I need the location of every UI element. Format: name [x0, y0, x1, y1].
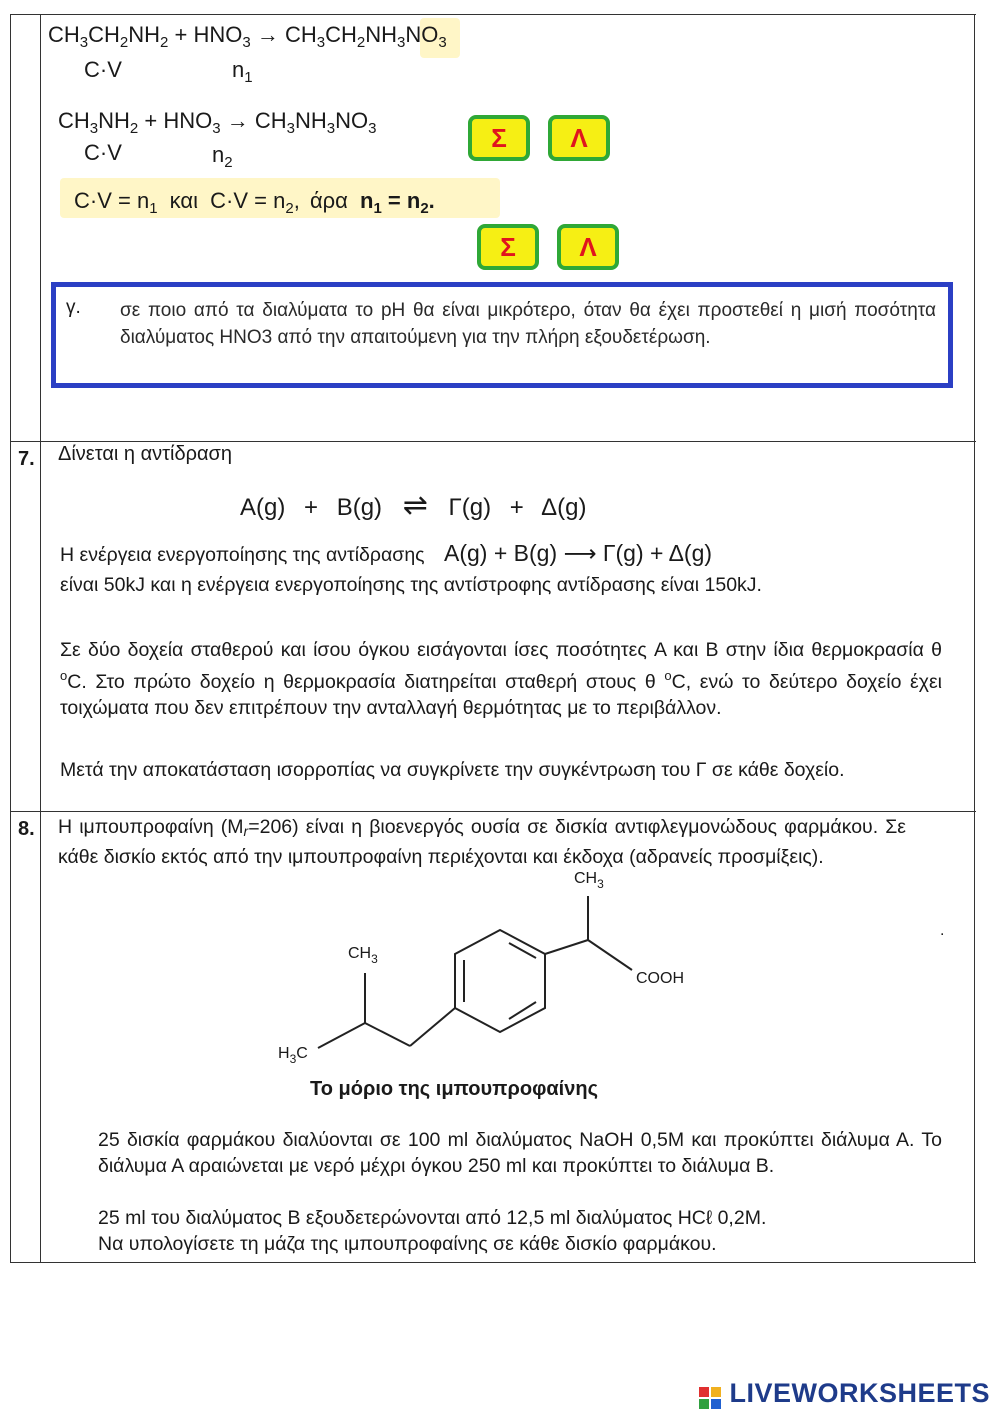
bond-ch-h3c [318, 1023, 365, 1048]
eq2-n: $n_2$ [212, 142, 233, 171]
frame-left [10, 14, 11, 1262]
frame-right [974, 14, 975, 1262]
molecule-caption: Το μόριο της ιμπουπροφαίνης [310, 1078, 598, 1100]
row-line-7 [10, 441, 976, 442]
product-d: Δ(g) [541, 494, 587, 521]
question-c-label: γ. [66, 297, 81, 318]
stray-dot: . [940, 922, 945, 939]
false-button-2[interactable]: Λ [557, 224, 619, 270]
equation-1: $CH_3CH_2NH_2 + HNO_3 \to CH_3CH_2NH_3NO_3$ [48, 22, 447, 51]
eq1-n: $n_1$ [232, 57, 253, 86]
product-c: Γ(g) [448, 494, 492, 521]
row-line-8 [10, 811, 976, 812]
benzene-ring [455, 930, 545, 1032]
conclusion-line: $C\cdot V = n_1$ και $C\cdot V = n_2$, άρα $n_1 = n_2$. [74, 188, 435, 217]
reaction-equation: A(g) + B(g) ⇌ Γ(g) + Δ(g) [240, 489, 587, 522]
question-7-intro: Δίνεται η αντίδραση [58, 443, 233, 465]
question-8-body: 25 δισκία φαρμάκου διαλύονται σε 100 ml διαλύματος NaOH 0,5M και προκύπτει διάλυμα Α. Το διάλυμα Α αραιώνεται με νερό μέχρι όγκου 250 ml και προκύπτει το διάλυμα Β. [98, 1129, 942, 1177]
reactant-b: B(g) [336, 494, 383, 521]
false-button-1[interactable]: Λ [548, 115, 610, 161]
question-8-body-2: 25 ml του διαλύματος Β εξουδετερώνονται από 12,5 ml διαλύματος HCℓ 0,2M. [98, 1207, 767, 1229]
eq1-cv: C·V [84, 57, 122, 82]
label-ch3-top: $CH_3$ [574, 870, 604, 891]
question-8-intro: Η ιμπουπροφαίνη (Mr=206) είναι η βιοενεργός ουσία σε δισκία αντιφλεγμονώδους φαρμάκου. Σε κάθε δισκίο εκτός από την ιμπουπροφαίνη περιέχονται και έκδοχα (αδρανείς προσμίξεις). [58, 816, 906, 868]
reactant-a: A(g) [240, 494, 286, 521]
liveworksheets-logo: LIVEWORKSHEETS [699, 1378, 990, 1410]
frame-divider [40, 14, 41, 1262]
bond-ring-ch2 [410, 1008, 455, 1046]
setup-text: Σε δύο δοχεία σταθερού και ίσου όγκου εισάγονται ίσες ποσότητες A και B στην ίδια θερμοκρασία θ $^o$C. Στο πρώτο δοχείο η θερμοκρασία διατηρείται σταθερή στους θ $^o$C, ενώ το δεύτερο δοχείο έχει τοιχώματα που δεν επιτρέπουν την ανταλλαγή θερμότητας με το περιβάλλον. [60, 639, 943, 719]
question-8-number: 8. [18, 818, 35, 840]
bond-ch-cooh [588, 940, 632, 970]
bond-ring-ch [545, 940, 588, 954]
equilibrium-arrow: ⇌ [402, 489, 428, 522]
frame-top [10, 14, 976, 15]
question-7-ask: Μετά την αποκατάσταση ισορροπίας να συγκρίνετε την συγκέντρωση του Γ σε κάθε δοχείο. [60, 759, 845, 781]
eq2-cv: C·V [84, 140, 122, 165]
question-8-ask: Να υπολογίσετε τη μάζα της ιμπουπροφαίνης σε κάθε δισκίο φαρμάκου. [98, 1233, 717, 1255]
label-cooh: COOH [636, 970, 684, 987]
frame-bottom [10, 1262, 976, 1263]
true-button-2[interactable]: Σ [477, 224, 539, 270]
question-7-number: 7. [18, 448, 35, 470]
label-ch3-left: $CH_3$ [348, 945, 378, 966]
logo-badge-icon [699, 1387, 721, 1409]
question-c-text: σε ποιο από τα διαλύματα το pH θα είναι μικρότερο, όταν θα έχει προστεθεί η μισή ποσότητα διαλύματος HNO3 από την απαιτούμενη για την πλήρη εξουδετέρωση. [120, 300, 936, 348]
bond-ch2-ch [365, 1023, 410, 1046]
question-c-box [51, 282, 953, 388]
energy-text: είναι 50kJ και η ενέργεια ενεργοποίησης της αντίστροφης αντίδρασης είναι 150kJ. [60, 574, 762, 596]
energy-line: Η ενέργεια ενεργοποίησης της αντίδρασης A(g) + B(g) ⟶ Γ(g) + Δ(g) [60, 540, 713, 566]
label-h3c: $H_3C$ [278, 1045, 308, 1066]
true-button-1[interactable]: Σ [468, 115, 530, 161]
equation-2: $CH_3NH_2 + HNO_3 \to CH_3NH_3NO_3$ [58, 108, 377, 137]
